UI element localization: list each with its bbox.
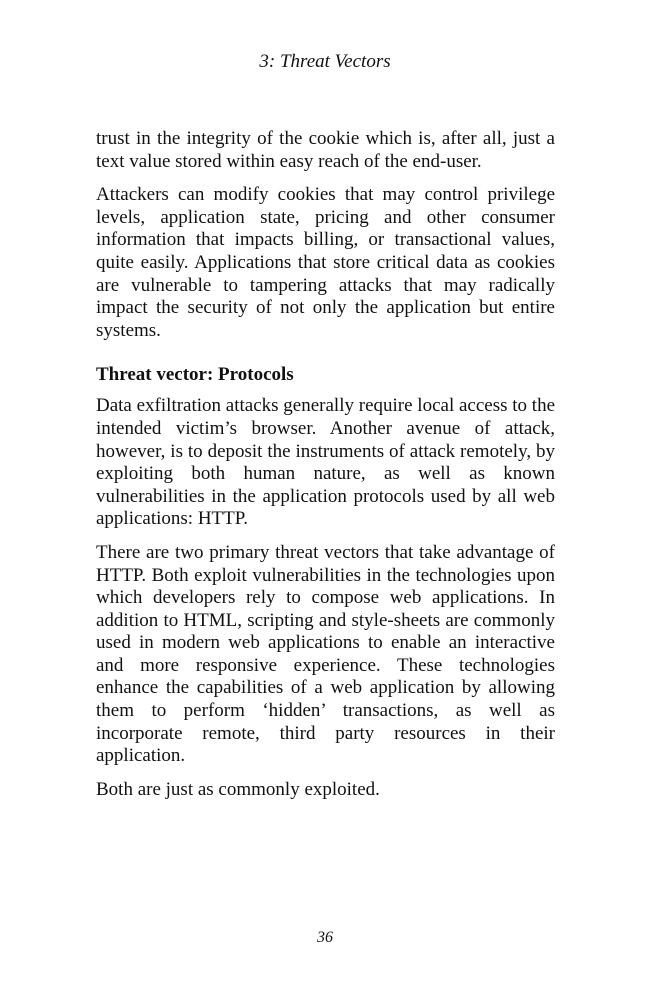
- running-header: 3: Threat Vectors: [259, 51, 391, 72]
- page-body: [96, 128, 555, 812]
- paragraph-commonly-exploited: Both are just as commonly exploited.: [96, 778, 380, 800]
- paragraph-data-exfiltration: Data exfiltration attacks generally require local access to the intended victim’s browser. Another avenue of attack, however, is to deposit the instruments of attack remotely, by exploiting both human nature, as well as known vulnerabilities in the application protocols used by all web applications: HTTP.: [96, 395, 555, 530]
- page-number: 36: [317, 929, 333, 946]
- section-heading: Threat vector: Protocols: [96, 364, 294, 386]
- paragraph-cookie-tampering: Attackers can modify cookies that may control privilege levels, application state, pricing and other consumer information that impacts billing, or transactional values, quite easily. Applications that store critical data as cookies are vulnerable to tampering attacks that may radically impact the security of not only the application but entire systems.: [96, 184, 555, 341]
- paragraph-cookie-trust: trust in the integrity of the cookie which is, after all, just a text value stored within easy reach of the end-user.: [96, 128, 555, 172]
- paragraph-http-threat-vectors: There are two primary threat vectors that take advantage of HTTP. Both exploit vulnerabilities in the technologies upon which developers rely to compose web applications. In addition to HTML, scripting and style-sheets are commonly used in modern web applications to enable an interactive and more responsive experience. These technologies enhance the capabilities of a web application by allowing them to perform ‘hidden’ transactions, as well as incorporate remote, third party resources in their application.: [96, 541, 555, 767]
